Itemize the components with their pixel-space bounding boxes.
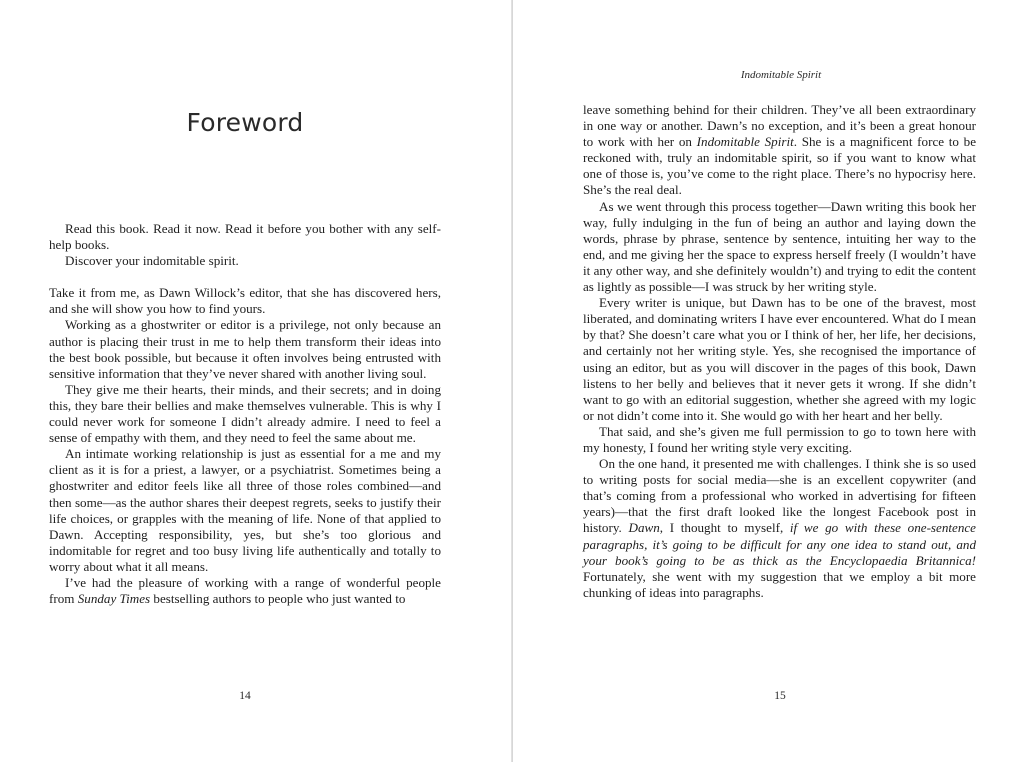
page-number: 14 [239, 690, 251, 702]
page-number: 15 [774, 690, 786, 702]
paragraph: That said, and she’s given me full permission to go to town here with my honesty, I found her writing style very exciting. [583, 423, 976, 455]
left-page-body [49, 221, 441, 607]
paragraph: Every writer is unique, but Dawn has to be one of the bravest, most liberated, and dominating writers I have ever encountered. What do I mean by that? She doesn’t care what you or I think of her, her life, her decisions, and certainly not her writing style. Yes, she recognised the importance of using an editor, but as you will discover in the pages of this book, Dawn listens to her belly and believes that it never gets it wrong. If she didn’t want to go with an editorial suggestion, whether she agreed with my logic or not didn’t come into it. She would go with her heart and her belly. [583, 295, 976, 423]
paragraph: Discover your indomitable spirit. [65, 253, 239, 269]
paragraph: As we went through this process together—Dawn writing this book her way, fully indulging in the fun of being an author and laying down the words, phrase by phrase, sentence by sentence, intuiting her way to the end, and me giving her the space to express herself freely (I wouldn’t have it any other way, and she definitely wouldn’t) and trying to edit the content as lightly as possible—I was struck by her writing style. [583, 198, 976, 295]
paragraph: An intimate working relationship is just as essential for a me and my client as it is for a priest, a lawyer, or a psychiatrist. Sometimes being a ghostwriter and editor feels like all three of those roles combined—and then some—as the author shares their deepest regrets, seeks to justify their life choices, or grapples with the meaning of life. None of that applied to Dawn. Accepting responsibility, yes, but she’s too glorious and indomitable for regret and too busy living life authentically and totally to worry about what it all means. [49, 446, 441, 574]
paragraph: Take it from me, as Dawn Willock’s editor, that she has discovered hers, and she will show you how to find yours. [49, 285, 441, 317]
paragraph: Working as a ghostwriter or editor is a privilege, not only because an author is placing their trust in me to help them transform their ideas into the best book possible, but because it often involves being entrusted with sensitive information that they’ve never shared with another living soul. [49, 317, 441, 381]
paragraph: leave something behind for their children. They’ve all been extraordinary in one way or another. Dawn’s no exception, and it’s been a great honour to work with her on Indomitable Spirit. She is a magnificent force to be reckoned with, truly an indomitable spirit, so if you want to know what one of those is, you’ve come to the right place. There’s no hypocrisy here. She’s the real deal. [583, 102, 977, 198]
paragraph: I’ve had the pleasure of working with a range of wonderful people from Sunday Times bestselling authors to people who just wanted to [49, 574, 441, 607]
paragraph: On the one hand, it presented me with challenges. I think she is so used to writing posts for social media—she is an excellent copywriter (and that’s coming from a professional who worked in advertising for fifteen years)—that the first draft looked like the longest Facebook post in history. Dawn, I thought to myself, if we go with these one-sentence paragraphs, it’s going to be difficult for any one idea to stand out, and your book’s going to be as thick as the Encyclopaedia Britannica! Fortunately, she went with my suggestion that we employ a bit more chunking of ideas into paragraphs. [583, 456, 976, 600]
paragraph: They give me their hearts, their minds, and their secrets; and in doing this, they bare their bellies and make themselves vulnerable. This is why I could never work for someone I didn’t already admire. I need to feel a sense of empathy with them, and they need to feel the same about me. [49, 381, 441, 446]
paragraph: Read this book. Read it now. Read it before you bother with any self-help books. [49, 221, 441, 253]
right-page-body [583, 102, 976, 601]
chapter-title: Foreword [186, 108, 304, 137]
running-head: Indomitable Spirit [740, 69, 822, 81]
